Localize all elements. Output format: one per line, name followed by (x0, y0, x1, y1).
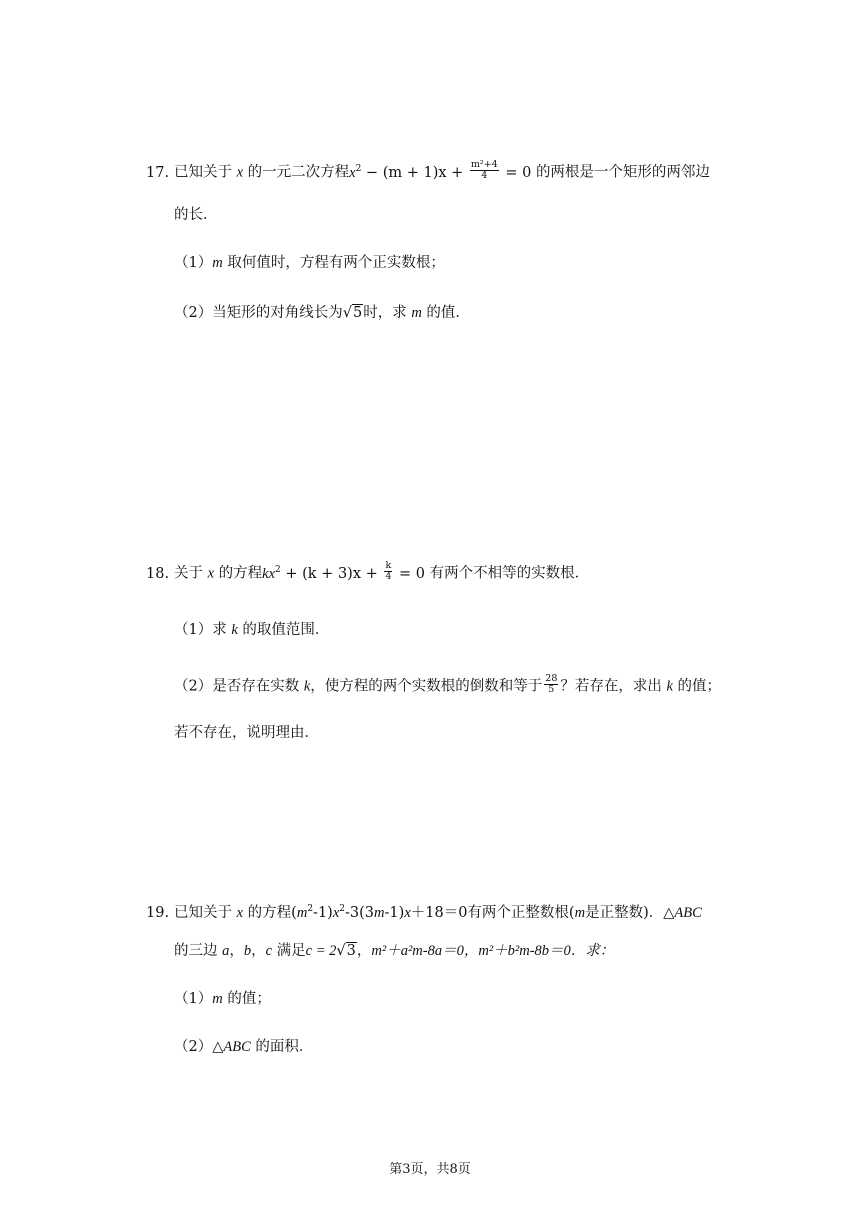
q19-sub2: （2）△ABC 的面积． (174, 1039, 314, 1055)
page-footer: 第3页，共8页 (389, 1162, 471, 1177)
q18-fraction-28-5: $\frac{28}{5}$ (545, 673, 558, 695)
q18-fraction: $\frac{k}{4}$ (385, 560, 392, 582)
q17-text: 已知关于 (174, 164, 232, 181)
q17-sub1: （1）m 取何值时，方程有两个正实数根； (174, 255, 445, 271)
q18-line1: 18. 关于 x 的方程$kx^2 + (k + 3)x$ + $\frac{k}{4}$ = 0 有两个不相等的实数根． (146, 560, 590, 582)
q17-text: 的两根是一个矩形的两邻边 (535, 164, 710, 181)
q19-sub1: （1）m 的值； (174, 991, 271, 1007)
q19-line1: 19. 已知关于 x 的方程$(m^2-1)x^2-3(3m-1)x+18=0$有两个正整数根(m是正整数)．△ABC (146, 904, 702, 921)
q17-var-x: x (236, 164, 244, 181)
q17-number: 17. (146, 164, 170, 181)
q19-number: 19. (146, 905, 170, 921)
q17-text: 的一元二次方程 (247, 164, 350, 181)
q18-sub2-line1: （2）是否存在实数 k，使方程的两个实数根的倒数和等于 $\frac{28}{5}$ ？若存在，求出 k 的值； (174, 673, 722, 695)
q19-line2: 的三边 a，b，c 满足c = 2√3，m²＋a²m-8a＝0，m²＋b²m-8b＝0．求： (174, 943, 615, 959)
q18-equation: $kx^2 + (k + 3)x$ + $\frac{k}{4}$ = 0 (262, 560, 426, 582)
sqrt-5: √5 (342, 305, 363, 321)
q17-equation: $x^2 - (m + 1)x$ + $\frac{\text{m²+4}}{4}$ = 0 (349, 159, 532, 181)
q18-sub1: （1）求 k 的取值范围． (174, 622, 330, 638)
q17-line1 (146, 159, 710, 183)
q18-sub2-line2: 若不存在，说明理由． (174, 725, 319, 741)
q18-number: 18. (146, 565, 170, 582)
q19-c-equation: c = 2√3 (305, 943, 356, 959)
q17-sub2: （2）当矩形的对角线长为√5时，求 m 的值． (174, 305, 470, 321)
q17-line2: 的长． (174, 207, 218, 223)
q17-fraction: $\frac{\text{m²+4}}{4}$ (470, 159, 498, 181)
